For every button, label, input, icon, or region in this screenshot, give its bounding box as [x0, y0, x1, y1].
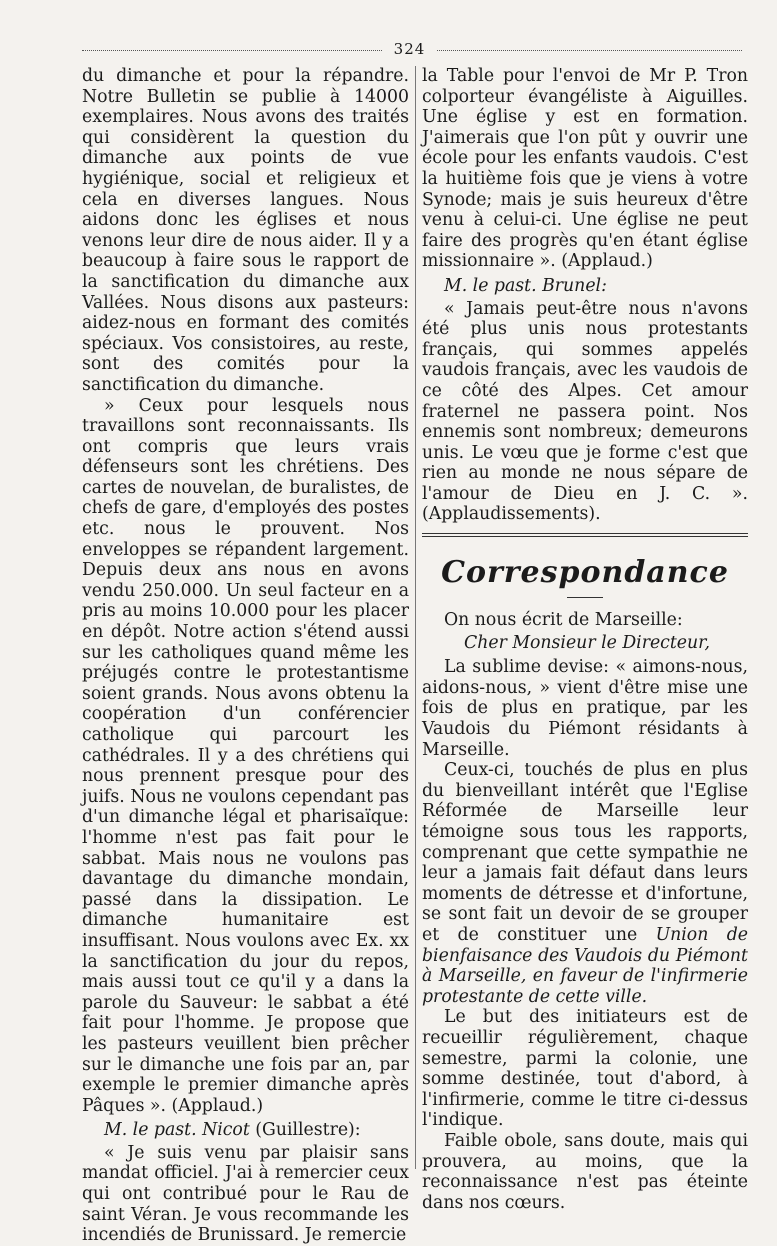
- letter-salutation: [422, 633, 748, 654]
- brunel-speech: « Jamais peut-être nous n'avons été plus unis nous protestants français, qui sommes appelés vaudois français, avec les vaudois de ce côté des Alpes. Cet amour fraternel ne passera point. Nos ennemis sont nombreux; demeurons unis. Le vœu que je forme c'est que rien au monde ne nous sépare de l'amour de Dieu en J. C. ». (Applaudissements).: [422, 298, 748, 525]
- nicot-speech: « Je suis venu par plaisir sans mandat officiel. J'ai à remercier ceux qui ont contribué pour le Rau de saint Véran. Je vous recommande les incendiés de Brunissard. Je remercie: [82, 1142, 409, 1246]
- speaker-nicot-line: [82, 1120, 409, 1141]
- section-rule: [422, 533, 748, 537]
- right-column: [422, 66, 748, 1213]
- left-paragraph-1: du dimanche et pour la répandre. Notre Bulletin se publie à 14000 exemplaires. Nous avons des traités qui considèrent la question du dimanche aux points de vue hygiénique, social et religieux et cela en diverses langues. Nous aidons donc les églises et nous venons leur dire de nous aider. Il y a beaucoup à faire sous le rapport de la sanctification du dimanche aux Vallées. Nous disons aux pasteurs: aidez-nous en formant des comités spéciaux. Vos consistoires, au reste, sont des comités pour la sanctification du dimanche.: [82, 66, 409, 395]
- header-rule-left: [82, 50, 382, 51]
- salutation-text: Cher Monsieur le Directeur,: [464, 632, 711, 653]
- left-column: [82, 66, 409, 1246]
- left-paragraph-2: » Ceux pour lesquels nous travaillons sont reconnaissants. Ils ont compris que leurs vrais défenseurs sont les chrétiens. Des cartes de nouvelan, de buralistes, de chefs de gare, d'employés des postes etc. nous le prouvent. Nos enveloppes se répandent largement. Depuis deux ans nous en avons vendu 250.000. Un seul facteur en a pris au moins 10.000 pour les placer en dépôt. Notre action s'étend aussi sur les catholiques quand même les préjugés contre le protestantisme soient grands. Nous avons obtenu la coopération d'un conférencier catholique qui parcourt les cathédrales. Il y a des chrétiens qui nous prennent presque pour des juifs. Nous ne voulons cependant pas d'un dimanche légal et pharisaïque: l'homme n'est pas fait pour le sabbat. Mais nous ne voulons pas davantage du dimanche mondain, passé dans la dissipation. Le dimanche humanitaire est insuffisant. Nous voulons avec Ex. xx la sanctification du jour du repos, mais aussi tout ce qu'il y a dans la parole du Sauveur: le sabbat a été fait pour l'homme. Je propose que les pasteurs veuillent bien prêcher sur le dimanche une fois par an, par exemple le premier dimanche après Pâques ». (Applaud.): [82, 395, 409, 1116]
- union-name: Union de bienfaisance des Vaudois du Piémont à Marseille, en faveur de l'infirmerie protestante de cette ville.: [422, 924, 748, 1007]
- letter-intro: On nous écrit de Marseille:: [444, 610, 683, 631]
- title-dash: [567, 597, 603, 598]
- letter-paragraph-2: [422, 760, 748, 1007]
- right-continuation: la Table pour l'envoi de Mr P. Tron colporteur évangéliste à Aiguilles. Une église y est en formation. J'aimerais que l'on pût y ouvrir une école pour les enfants vaudois. C'est la huitième fois que je viens à votre Synode; mais je suis heureux d'être venu à celui-ci. Une église ne peut faire des progrès qu'en étant église missionnaire ». (Applaud.): [422, 66, 748, 272]
- column-divider: [415, 66, 416, 1169]
- letter-paragraph-2-text: Ceux-ci, touchés de plus en plus du bienveillant intérêt que l'Eglise Réformée de Marseille leur témoigne sous tous les rapports, comprenant que cette sympathie ne leur a jamais fait défaut dans leurs moments de détresse et d'infortune, se sont fait un devoir de se grouper et de constituer une: [422, 760, 748, 945]
- header-rule-right: [437, 50, 742, 51]
- speaker-brunel-line: [422, 276, 748, 297]
- letter-paragraph-4: Faible obole, sans doute, mais qui prouvera, au moins, que la reconnaissance n'est pas éteinte dans nos cœurs.: [422, 1130, 748, 1213]
- letter-paragraph-1: La sublime devise: « aimons-nous, aidons-nous, » vient d'être mise une fois de plus en pratique, par les Vaudois du Piémont résidants à Marseille.: [422, 657, 748, 760]
- page-header: [82, 40, 742, 60]
- speaker-brunel: M. le past. Brunel:: [444, 275, 607, 296]
- speaker-nicot-place: (Guillestre):: [249, 1120, 361, 1141]
- letter-paragraph-3: Le but des initiateurs est de recueillir régulièrement, chaque semestre, parmi la colonie, une somme destinée, tout d'abord, à l'infirmerie, comme le titre ci-dessus l'indique.: [422, 1007, 748, 1131]
- speaker-nicot: M. le past. Nicot: [104, 1120, 250, 1141]
- page-number: 324: [393, 40, 426, 58]
- section-title: Correspondance: [441, 555, 729, 591]
